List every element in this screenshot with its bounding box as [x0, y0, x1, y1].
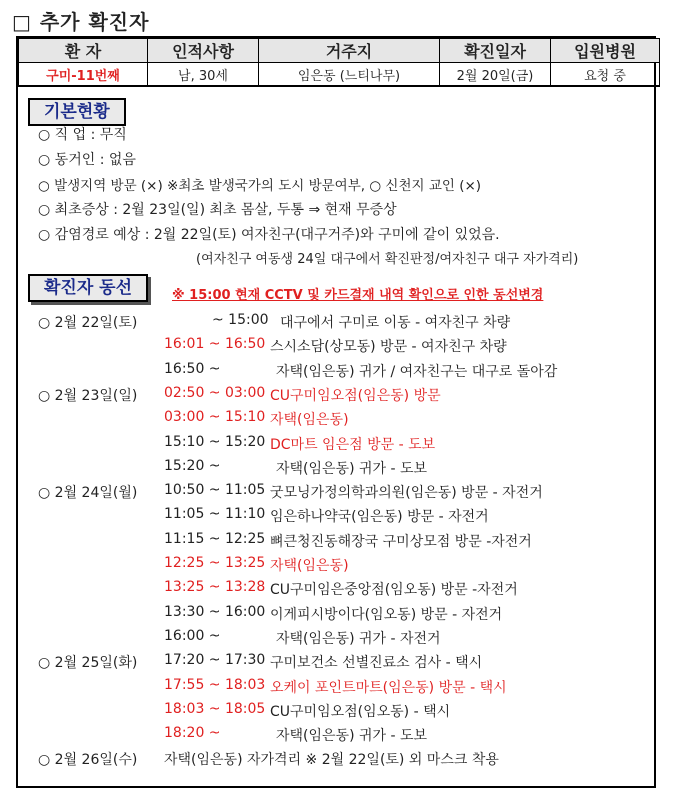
cell-patient: 구미-11번째 — [19, 63, 148, 87]
route-time: 16:50 ~ — [164, 361, 221, 377]
route-time: 11:05 ~ 11:10 — [164, 506, 266, 522]
route-time: 18:20 ~ — [164, 725, 221, 741]
route-time: ~ 15:00 — [212, 312, 269, 328]
route-time: 13:25 ~ 13:28 — [164, 579, 266, 595]
route-text: 오케이 포인트마트(임은동) 방문 - 택시 — [270, 680, 507, 696]
basic-line: ○ 발생지역 방문 (×) ※최초 발생국가의 도시 방문여부, ○ 신천지 교인 (×) — [38, 178, 482, 194]
route-time: 16:00 ~ — [164, 628, 221, 644]
route-text: 임은하나약국(임은동) 방문 - 자전거 — [270, 509, 489, 525]
basic-line: ○ 직 업 : 무직 — [38, 127, 127, 143]
cell-confirm-date: 2월 20일(금) — [440, 63, 551, 87]
route-time: 16:01 ~ 16:50 — [164, 336, 266, 352]
route-text: 자택(임은동) 귀가 - 자전거 — [276, 631, 441, 647]
basic-line: ○ 최초증상 : 2월 23일(일) 최초 몸살, 두통 ⇒ 현재 무증상 — [38, 202, 397, 218]
route-text: 자택(임은동) 자가격리 ※ 2월 22일(토) 외 마스크 착용 — [164, 752, 499, 768]
cell-personal: 남, 30세 — [148, 63, 259, 87]
route-text: CU구미임오점(임은동) 방문 — [270, 388, 441, 404]
route-text: 굿모닝가정의학과의원(임은동) 방문 - 자전거 — [270, 485, 543, 501]
route-text: 이게피시방이다(임오동) 방문 - 자전거 — [270, 607, 503, 623]
route-date: ○ 2월 25일(화) — [38, 655, 138, 671]
route-time: 17:55 ~ 18:03 — [164, 677, 266, 693]
route-text: CU구미임은중앙점(임오동) 방문 -자전거 — [270, 582, 518, 598]
route-heading: 확진자 동선 — [28, 274, 148, 302]
route-time: 02:50 ~ 03:00 — [164, 385, 266, 401]
basic-line: ○ 감염경로 예상 : 2월 22일(토) 여자친구(대구거주)와 구미에 같이 있었음. — [38, 227, 500, 243]
route-text: 스시소담(상모동) 방문 - 여자친구 차량 — [270, 339, 507, 355]
route-time: 15:20 ~ — [164, 458, 221, 474]
route-time: 13:30 ~ 16:00 — [164, 604, 266, 620]
header-personal: 인적사항 — [148, 39, 259, 63]
page-title: □ 추가 확진자 — [12, 10, 150, 34]
header-residence: 거주지 — [259, 39, 440, 63]
route-text: DC마트 임은점 방문 - 도보 — [270, 437, 436, 453]
header-patient: 환 자 — [19, 39, 148, 63]
cell-residence: 임은동 (느티나무) — [259, 63, 440, 87]
route-time: 17:20 ~ 17:30 — [164, 652, 266, 668]
route-date: ○ 2월 23일(일) — [38, 388, 138, 404]
route-text: 자택(임은동) — [270, 558, 349, 574]
route-note: ※ 15:00 현재 CCTV 및 카드결재 내역 확인으로 인한 동선변경 — [172, 288, 544, 303]
route-time: 03:00 ~ 15:10 — [164, 409, 266, 425]
route-date: ○ 2월 22일(토) — [38, 315, 138, 331]
route-text: 뼈큰청진동해장국 구미상모점 방문 -자전거 — [270, 534, 532, 550]
route-time: 10:50 ~ 11:05 — [164, 482, 266, 498]
route-date: ○ 2월 24일(월) — [38, 485, 138, 501]
route-time: 18:03 ~ 18:05 — [164, 701, 266, 717]
route-time: 11:15 ~ 12:25 — [164, 531, 266, 547]
header-confirm-date: 확진일자 — [440, 39, 551, 63]
route-text: 자택(임은동) 귀가 - 도보 — [276, 461, 428, 477]
header-hospital: 입원병원 — [551, 39, 660, 63]
patient-table — [18, 38, 660, 87]
basic-heading: 기본현황 — [28, 98, 126, 126]
route-text: 자택(임은동) 귀가 - 도보 — [276, 728, 428, 744]
basic-line: (여자친구 여동생 24일 대구에서 확진판정/여자친구 대구 자가격리) — [196, 252, 579, 267]
route-time: 15:10 ~ 15:20 — [164, 434, 266, 450]
route-text: 대구에서 구미로 이동 - 여자친구 차량 — [280, 315, 511, 331]
basic-line: ○ 동거인 : 없음 — [38, 152, 136, 168]
route-time: 12:25 ~ 13:25 — [164, 555, 266, 571]
route-text: 자택(임은동) 귀가 / 여자친구는 대구로 돌아감 — [276, 364, 558, 380]
cell-hospital: 요청 중 — [551, 63, 660, 87]
route-text: CU구미임오점(임오동) - 택시 — [270, 704, 451, 720]
route-text: 구미보건소 선별진료소 검사 - 택시 — [270, 655, 483, 671]
route-text: 자택(임은동) — [270, 412, 349, 428]
document-box — [16, 36, 656, 788]
route-date: ○ 2월 26일(수) — [38, 752, 138, 768]
